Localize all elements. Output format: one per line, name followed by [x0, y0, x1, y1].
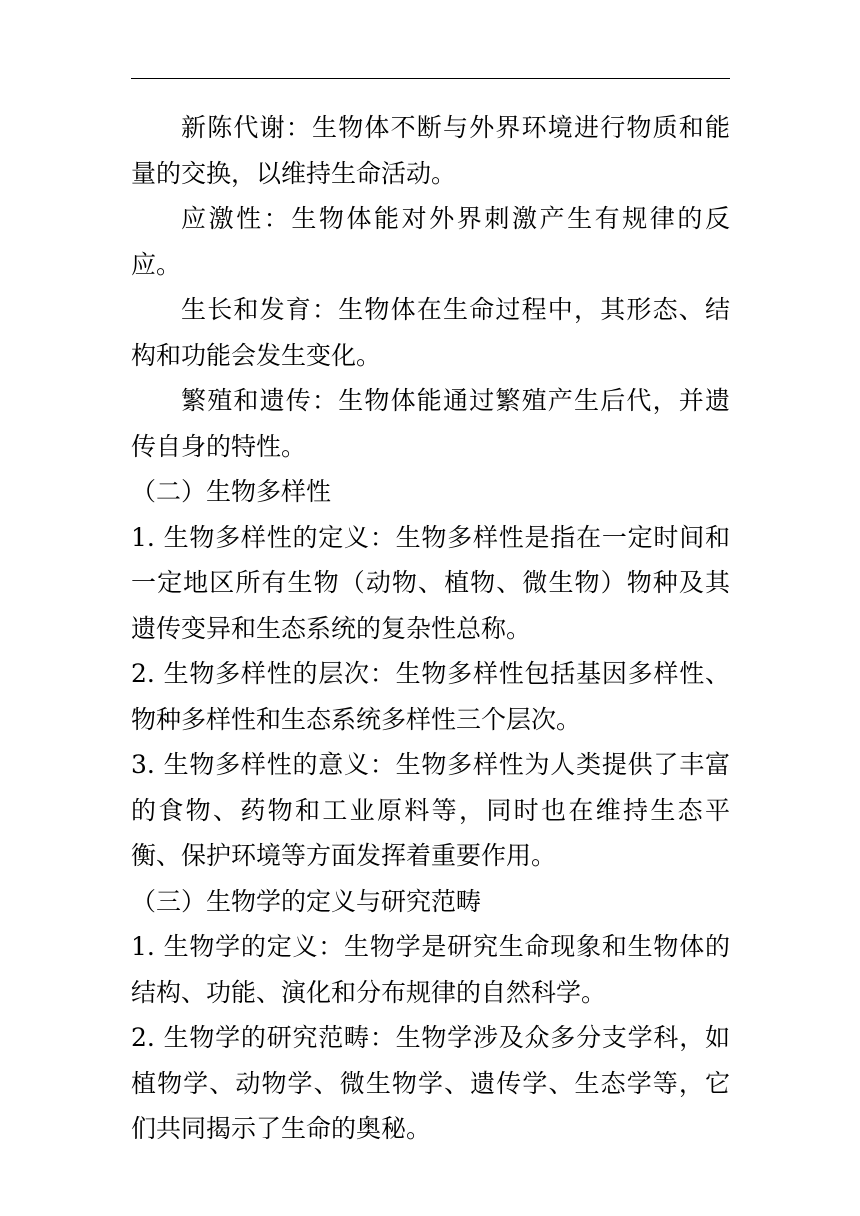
paragraph-irritability: 应激性：生物体能对外界刺激产生有规律的反应。: [131, 204, 730, 279]
list-item-biodiversity-significance: 3. 生物多样性的意义：生物多样性为人类提供了丰富的食物、药物和工业原料等，同时也在维持生态平衡、保护环境等方面发挥着重要作用。: [131, 750, 730, 870]
paragraph-growth-development: 生长和发育：生物体在生命过程中，其形态、结构和功能会发生变化。: [131, 295, 730, 370]
list-item-biodiversity-levels: 2. 生物多样性的层次：生物多样性包括基因多样性、物种多样性和生态系统多样性三个层次。: [131, 659, 730, 734]
list-item-biodiversity-definition: 1. 生物多样性的定义：生物多样性是指在一定时间和一定地区所有生物（动物、植物、微生物）物种及其遗传变异和生态系统的复杂性总称。: [131, 522, 730, 643]
paragraph-reproduction-heredity: 繁殖和遗传：生物体能通过繁殖产生后代，并遗传自身的特性。: [131, 386, 730, 461]
list-item-biology-scope: 2. 生物学的研究范畴：生物学涉及众多分支学科，如植物学、动物学、微生物学、遗传学、生态学等，它们共同揭示了生命的奥秘。: [131, 1023, 730, 1143]
list-item-biology-definition: 1. 生物学的定义：生物学是研究生命现象和生物体的结构、功能、演化和分布规律的自然科学。: [131, 932, 730, 1007]
paragraph-metabolism: 新陈代谢：生物体不断与外界环境进行物质和能量的交换，以维持生命活动。: [131, 113, 730, 188]
section-heading-biology-scope: （三）生物学的定义与研究范畴: [131, 886, 482, 916]
section-heading-biodiversity: （二）生物多样性: [131, 477, 332, 506]
header-rule: [131, 78, 730, 79]
document-body: [131, 105, 730, 1152]
